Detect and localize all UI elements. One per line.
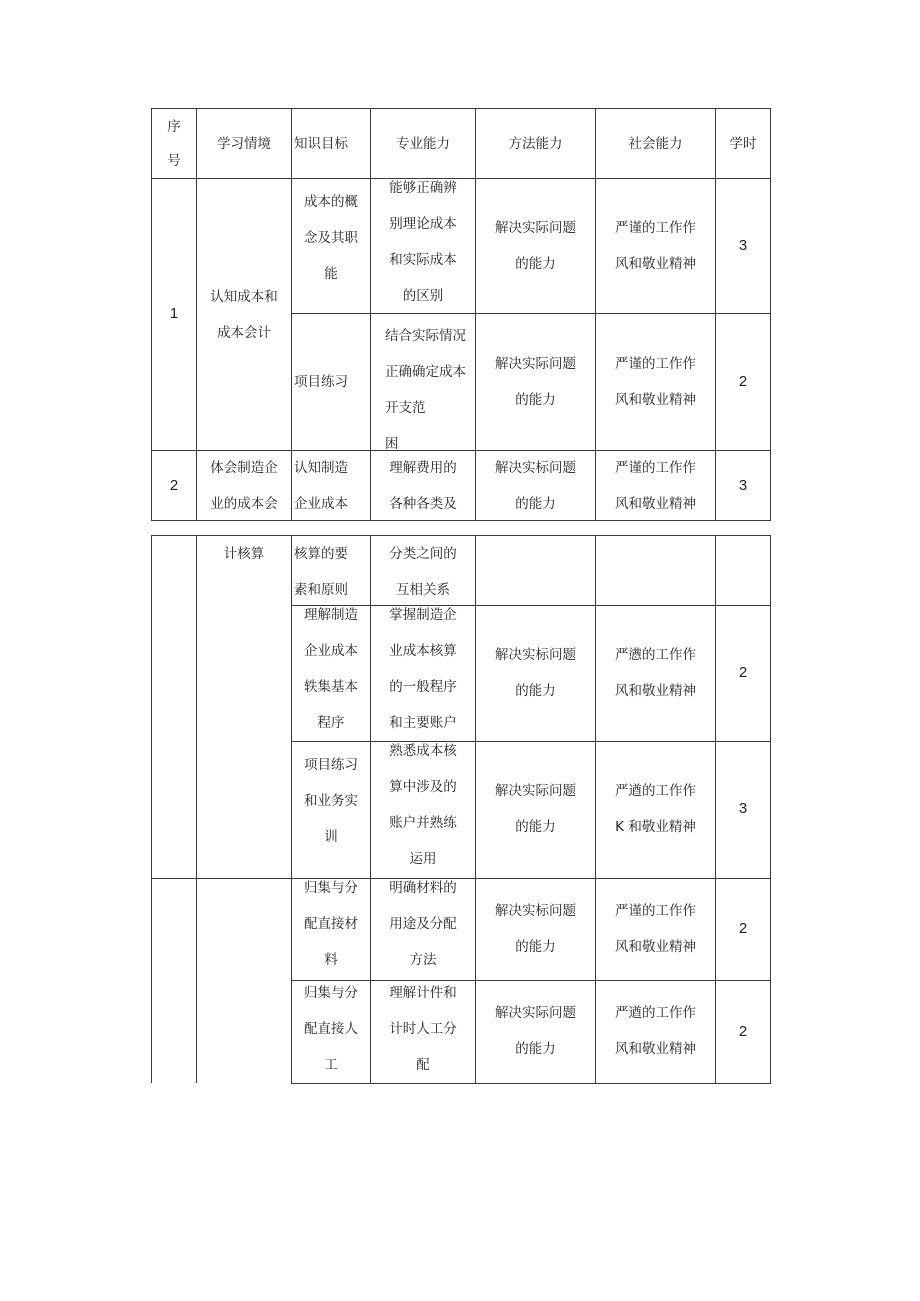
row1b-hours: 2 (738, 373, 748, 390)
row1a-hours: 3 (738, 237, 748, 254)
row1b-social: 严谨的工作作 风和敬业精神 (615, 356, 696, 408)
row1-learning-situation: 认知成本和 成本会计 (210, 289, 278, 341)
t2-row5-hours: 2 (738, 1023, 748, 1040)
t2-row2-social: 严懑的工作作 风和敬业精神 (615, 647, 696, 699)
header-hours: 学时 (729, 136, 757, 152)
row2-seq: 2 (169, 477, 179, 494)
t2-row3-social: 严遒的工作作 K 和敬业精神 (615, 783, 696, 835)
row2-knowledge: 认知制造 企业成本 (294, 460, 348, 512)
t2-row2-method: 解决实标问题 的能力 (495, 647, 576, 699)
t2-row4-knowledge: 归集与分 配直接材 料 (304, 880, 358, 968)
t2-row1-professional: 分类之间的 互相关系 (389, 546, 457, 598)
row1b-knowledge: 项目练习 (294, 374, 348, 390)
t2-row1-learning-situation: 计核算 (223, 546, 265, 562)
t2-row2-hours: 2 (738, 664, 748, 681)
row2-professional: 理解费用的 各种各类及 (389, 460, 457, 512)
header-social-ability: 社会能力 (628, 136, 683, 152)
t2-row5-method: 解决实际问题 的能力 (495, 1005, 576, 1057)
header-knowledge-goal: 知识目标 (294, 136, 348, 152)
row2-hours: 3 (738, 477, 748, 494)
row2-learning-situation: 体会制造企 业的成本会 (210, 460, 278, 512)
row1a-social: 严谨的工作作 风和敬业精神 (615, 220, 696, 272)
row1b-method: 解决实际问题 的能力 (495, 356, 576, 408)
t2-row3-professional: 熟悉成本核 算中涉及的 账户并熟练 运用 (389, 743, 457, 867)
t2-row3-method: 解决实际问题 的能力 (495, 783, 576, 835)
t2-row4-method: 解决实标问题 的能力 (495, 903, 576, 955)
t2-row1-knowledge: 核算的要 素和原则 (294, 546, 348, 598)
header-seq: 序 号 (167, 119, 181, 169)
t2-row5-professional: 理解计件和 计时人工分 配 (389, 985, 457, 1073)
t2-row5-social: 严遒的工作作 风和敬业精神 (615, 1005, 696, 1057)
t2-row4-hours: 2 (738, 920, 748, 937)
row1a-knowledge: 成本的概 念及其职 能 (304, 194, 358, 282)
row1a-professional: 能够正确辨 别理论成本 和实际成本 的区别 (389, 180, 457, 304)
header-learning-situation: 学习情境 (217, 136, 271, 152)
t2-row4-social: 严谨的工作作 风和敬业精神 (615, 903, 696, 955)
t2-row3-hours: 3 (738, 800, 748, 817)
row2-method: 解决实标问题 的能力 (495, 460, 576, 512)
row2-social: 严谨的工作作 风和敬业精神 (615, 460, 696, 512)
header-method-ability: 方法能力 (508, 136, 563, 152)
t2-row3-knowledge: 项目练习 和业务实 训 (304, 757, 358, 845)
t2-row2-professional: 掌握制造企 业成本核算 的一般程序 和主要账户 (389, 607, 457, 731)
row1b-professional: 结合实际情况 正确确定成本 开支范 困 (385, 328, 466, 452)
t2-row2-knowledge: 理解制造 企业成本 轶集基本 程序 (304, 607, 358, 731)
row1a-method: 解决实际问题 的能力 (495, 220, 576, 272)
header-professional-ability: 专业能力 (396, 136, 450, 152)
row1-seq: 1 (169, 305, 179, 322)
t2-row4-professional: 明确材料的 用途及分配 方法 (389, 880, 457, 968)
t2-row5-knowledge: 归集与分 配直接人 工 (304, 985, 358, 1073)
